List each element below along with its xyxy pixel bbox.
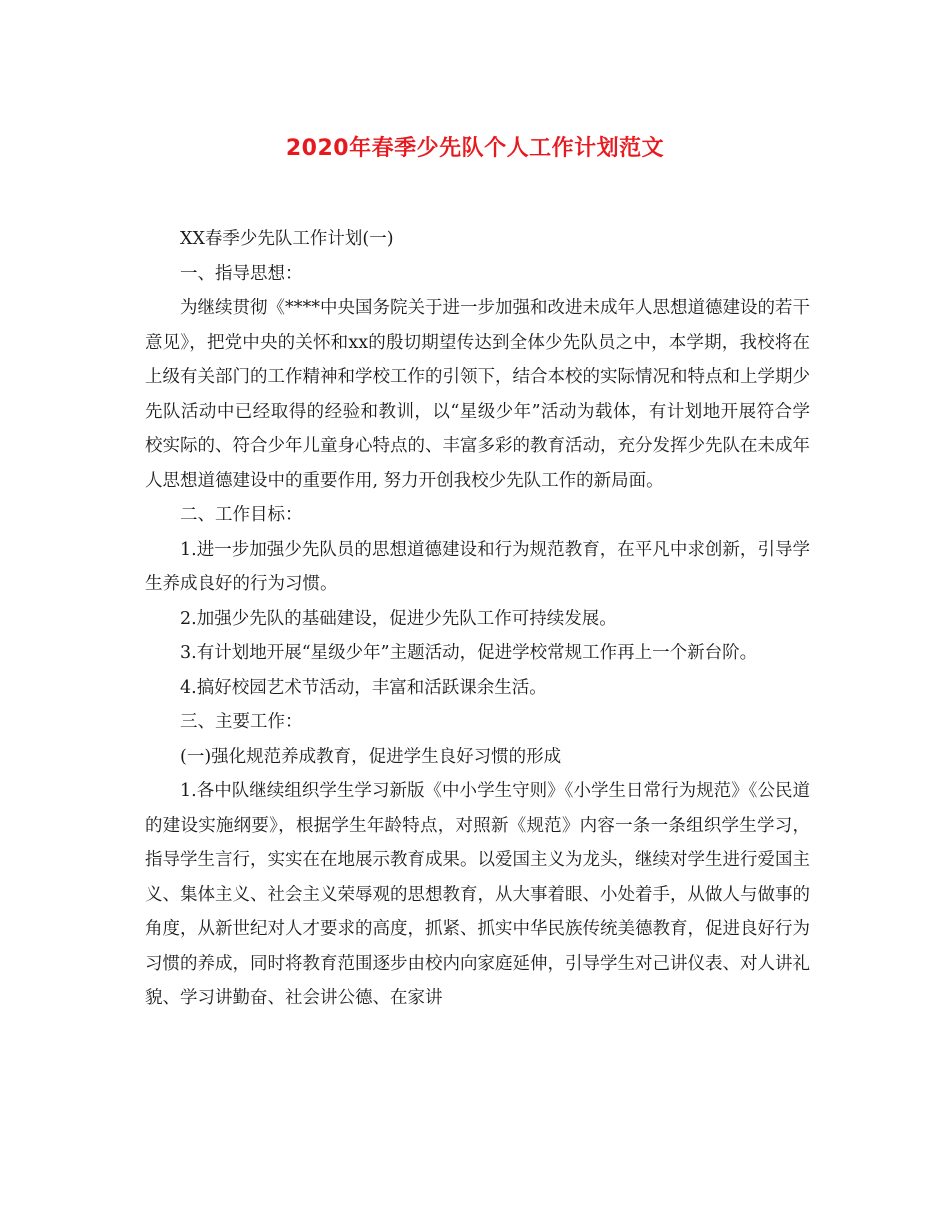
goal-item-1: 1.进一步加强少先队员的思想道德建设和行为规范教育，在平凡中求创新，引导学生养成良好的行为习惯。 [145, 539, 810, 594]
paragraph-plan-heading: XX春季少先队工作计划(一) [180, 229, 394, 249]
goal-item-4: 4.搞好校园艺术节活动，丰富和活跃课余生活。 [180, 677, 547, 698]
document-body [145, 222, 810, 1016]
section-heading-guiding-ideology: 一、指导思想： [180, 263, 303, 284]
section-heading-main-work: 三、主要工作： [180, 712, 303, 732]
document-title: 2020年春季少先队个人工作计划范文 [285, 136, 665, 161]
section-heading-work-goals: 二、工作目标： [180, 505, 303, 525]
goal-item-2: 2.加强少先队的基础建设，促进少先队工作可持续发展。 [180, 608, 617, 629]
paragraph-guiding-ideology: 为继续贯彻《****中央国务院关于进一步加强和改进未成年人思想道德建设的若干意见》，把党中央的关怀和xx的殷切期望传达到全体少先队员之中，本学期，我校将在上级有关部门的工作精神和学校工作的引领下，结合本校的实际情况和特点和上学期少先队活动中已经取得的经验和教训，以“星级少年”活动为载体，有计划地开展符合学校实际的、符合少年儿童身心特点的、丰富多彩的教育活动，充分发挥少先队在未成年人思想道德建设中的重要作用, 努力开创我校少先队工作的新局面。 [145, 298, 810, 491]
subsection-heading-habit-education: (一)强化规范养成教育，促进学生良好习惯的形成 [180, 746, 562, 767]
paragraph-habit-education: 1.各中队继续组织学生学习新版《中小学生守则》《小学生日常行为规范》《公民道的建设实施纲要》，根据学生年龄特点，对照新《规范》内容一条一条组织学生学习，指导学生言行，实实在在地展示教育成果。以爱国主义为龙头，继续对学生进行爱国主义、集体主义、社会主义荣辱观的思想教育，从大事着眼、小处着手，从做人与做事的角度，从新世纪对人才要求的高度，抓紧、抓实中华民族传统美德教育，促进良好行为习惯的养成，同时将教育范围逐步由校内向家庭延伸，引导学生对己讲仪表、对人讲礼貌、学习讲勤奋、社会讲公德、在家讲 [145, 781, 810, 1008]
goal-item-3: 3.有计划地开展“星级少年”主题活动，促进学校常规工作再上一个新台阶。 [180, 643, 758, 663]
